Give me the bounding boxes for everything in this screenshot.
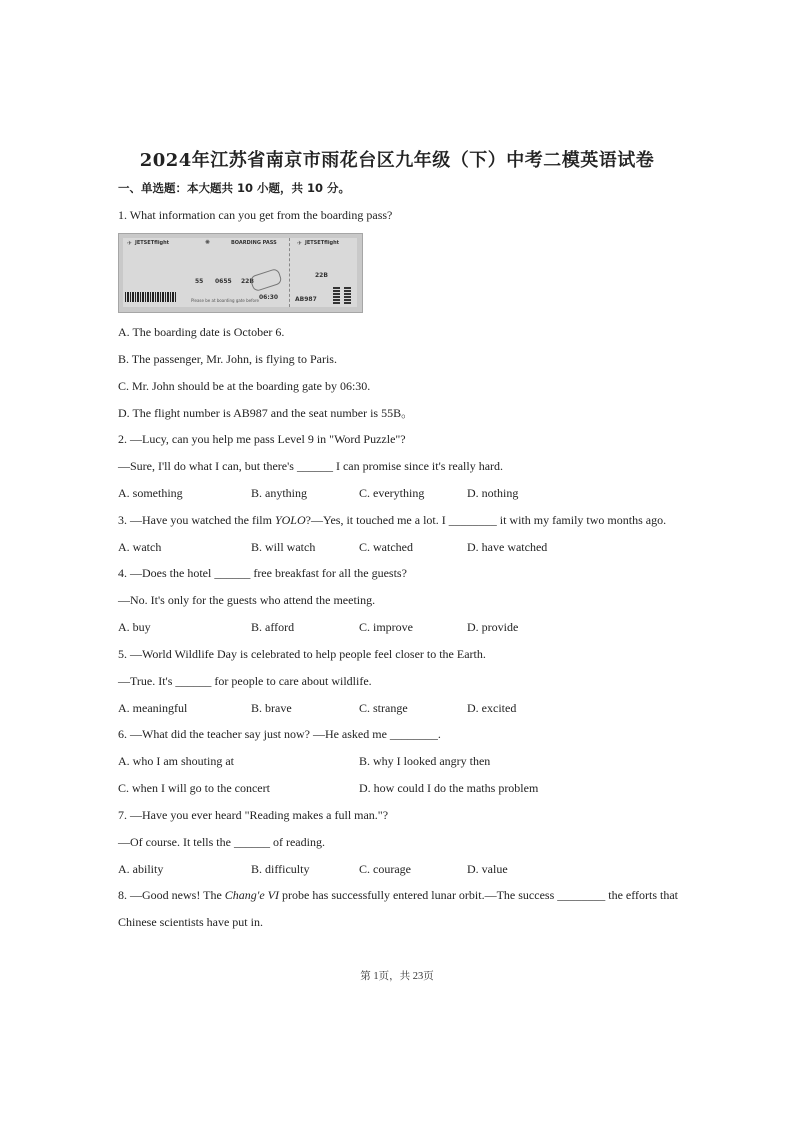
q5-option-d: D. excited — [467, 701, 517, 715]
q6-option-c: C. when I will go to the concert — [118, 781, 270, 795]
boarding-pass-image — [118, 233, 363, 313]
barcode — [125, 292, 177, 302]
q7-option-a: A. ability — [118, 862, 164, 876]
bp-notice: Please be at boarding gate before — [191, 298, 259, 303]
bp-stub-seat: 22B — [315, 272, 328, 279]
qr-code — [333, 286, 351, 304]
q5-stem-2: —True. It's ______ for people to care about wildlife. — [118, 674, 372, 688]
q5-option-b: B. brave — [251, 701, 292, 715]
page-title: 2024年江苏省南京市雨花台区九年级（下）中考二模英语试卷 — [139, 150, 655, 171]
bp-header: BOARDING PASS — [231, 240, 277, 246]
q7-stem-2: —Of course. It tells the ______ of reading. — [118, 835, 325, 849]
q7-option-c: C. courage — [359, 862, 411, 876]
plane-icon-stub: ✈ — [297, 241, 303, 247]
q1-option-d: D. The flight number is AB987 and the seat number is 55B。 — [118, 406, 414, 420]
q3-option-b: B. will watch — [251, 540, 316, 554]
q5-option-c: C. strange — [359, 701, 408, 715]
q7-option-b: B. difficulty — [251, 862, 310, 876]
q4-option-d: D. provide — [467, 620, 519, 634]
q3-option-c: C. watched — [359, 540, 413, 554]
q8-stem-2: Chinese scientists have put in. — [118, 915, 263, 929]
q4-option-b: B. afford — [251, 620, 295, 634]
q4-option-c: C. improve — [359, 620, 413, 634]
q6-option-b: B. why I looked angry then — [359, 754, 491, 768]
q2-option-c: C. everything — [359, 486, 425, 500]
section-heading: 一、单选题：本大题共 10 小题，共 10 分。 — [118, 181, 351, 195]
globe-icon: ✺ — [205, 240, 211, 246]
film-title: YOLO — [274, 513, 306, 527]
q1-option-c: C. Mr. John should be at the boarding gate by 06:30. — [118, 379, 371, 393]
q7-option-d: D. value — [467, 862, 508, 876]
q4-stem: 4. —Does the hotel ______ free breakfast for all the guests? — [118, 566, 407, 580]
probe-name: Chang'e VI — [224, 888, 279, 902]
bp-gate: 55 — [195, 278, 204, 285]
q2-option-d: D. nothing — [467, 486, 519, 500]
q6-option-d: D. how could I do the maths problem — [359, 781, 539, 795]
q7-stem: 7. —Have you ever heard "Reading makes a full man."? — [118, 808, 389, 822]
q5-option-a: A. meaningful — [118, 701, 188, 715]
bp-boarding-time: 06:30 — [259, 294, 279, 301]
bp-airline-right: JETSETflight — [305, 240, 340, 246]
q8-stem: 8. —Good news! The Chang'e VI probe has successfully entered lunar orbit.—The success ________ the efforts that — [118, 888, 678, 902]
q1-option-b: B. The passenger, Mr. John, is flying to Paris. — [118, 352, 337, 366]
q3-stem: 3. —Have you watched the film YOLO?—Yes, it touched me a lot. I ________ it with my family two months ago. — [118, 513, 667, 527]
q2-stem: 2. —Lucy, can you help me pass Level 9 in "Word Puzzle"? — [118, 432, 406, 446]
q2-option-a: A. something — [118, 486, 183, 500]
q2-stem-2: —Sure, I'll do what I can, but there's ______ I can promise since it's really hard. — [118, 459, 504, 473]
bp-flight-number: AB987 — [295, 296, 317, 303]
page-footer: 第 1页，共 23页 — [360, 971, 434, 982]
q1-option-a: A. The boarding date is October 6. — [118, 325, 285, 339]
plane-icon: ✈ — [127, 241, 133, 247]
bp-airline-left: JETSETflight — [135, 240, 170, 246]
q3-option-a: A. watch — [118, 540, 162, 554]
bp-seat: 22B — [241, 278, 254, 285]
q6-option-a: A. who I am shouting at — [118, 754, 234, 768]
q4-option-a: A. buy — [118, 620, 151, 634]
q5-stem: 5. —World Wildlife Day is celebrated to help people feel closer to the Earth. — [118, 647, 486, 661]
q1-stem: 1. What information can you get from the boarding pass? — [118, 208, 393, 222]
bp-flight-time: 0655 — [215, 278, 232, 285]
q3-option-d: D. have watched — [467, 540, 548, 554]
q2-option-b: B. anything — [251, 486, 307, 500]
q6-stem: 6. —What did the teacher say just now? —He asked me ________. — [118, 727, 441, 741]
q4-stem-2: —No. It's only for the guests who attend the meeting. — [118, 593, 376, 607]
